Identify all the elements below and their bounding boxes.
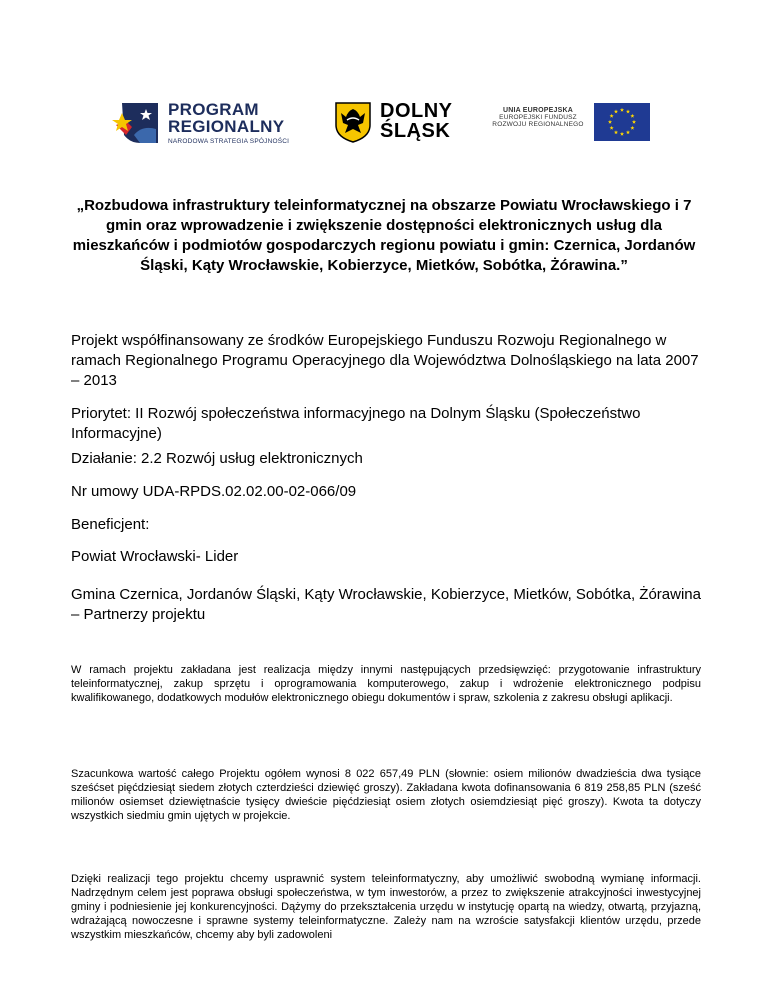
efrr-label-line1: EUROPEJSKI FUNDUSZ	[499, 114, 577, 121]
narodowa-strategia-label: NARODOWA STRATEGIA SPÓJNOŚCI	[168, 138, 290, 145]
contract-number: Nr umowy UDA-RPDS.02.02.00-02-066/09	[71, 483, 357, 500]
leader-paragraph: Powiat Wrocławski- Lider	[71, 548, 239, 565]
dolny-slask-logo	[334, 101, 464, 145]
regionalny-label: REGIONALNY	[168, 117, 285, 136]
cofinancing-paragraph: Projekt współfinansowany ze środków Europejskiego Funduszu Rozwoju Regionalnego w ramach Regionalnego Programu Operacyjnego dla Województwa Dolnośląskiego na lata 2007 – 2013	[71, 332, 699, 389]
dolny-label: DOLNY	[380, 100, 453, 122]
slask-label: ŚLĄSK	[380, 120, 451, 142]
goals-paragraph: Dzięki realizacji tego projektu chcemy usprawnić system teleinformatyczny, aby umożliwić swobodną wymianę informacji. Nadrzędnym celem jest poprawa obsługi społeczeństwa, w tym inwestorów, a przez to zwiększenie atrakcyjności inwestycyjnej gminy i podniesienie jej konkurencyjności. Dążymy do przekształcenia urzędu w instytucję opartą na wiedzy, otwartą, przyjazną, wdrażającą nowoczesne i sprawne systemy teleinformatyczne. Zależy nam na wzroście satysfakcji klientów urzędu, przede wszystkim mieszkańców, chcemy aby byli zadowoleni	[71, 873, 701, 941]
action-paragraph: Działanie: 2.2 Rozwój usług elektronicznych	[71, 450, 363, 467]
value-paragraph: Szacunkowa wartość całego Projektu ogółem wynosi 8 022 657,49 PLN (słownie: osiem milionów dwadzieścia dwa tysiące sześćset pięćdziesiąt siedem złotych czterdzieści dziewięć groszy). Zakładana kwota dofinansowania 6 819 258,85 PLN (sześć milionów osiemset dziewiętnaście tysięcy dwieście pięćdziesiąt osiem złotych osiemdziesiąt pięć groszy). Kwota ta dotyczy wszystkich siedmiu gmin ujętych w projekcie.	[71, 768, 701, 822]
project-title: „Rozbudowa infrastruktury teleinformatycznej na obszarze Powiatu Wrocławskiego i 7 gmin oraz wprowadzenie i zwiększenie dostępności elektronicznych usług dla mieszkańców i podmiotów gospodarczych regionu powiatu i gmin: Czernica, Jordanów Śląski, Kąty Wrocławskie, Kobierzyce, Mietków, Sobótka, Żórawina.”	[72, 197, 696, 274]
program-regionalny-logo	[112, 95, 312, 151]
program-regionalny-emblem-icon	[112, 95, 166, 151]
partners-paragraph: Gmina Czernica, Jordanów Śląski, Kąty Wrocławskie, Kobierzyce, Mietków, Sobótka, Żórawina – Partnerzy projektu	[71, 586, 701, 623]
efrr-label-line2: ROZWOJU REGIONALNEGO	[492, 121, 584, 128]
unia-europejska-label: UNIA EUROPEJSKA	[502, 107, 574, 114]
dolny-slask-eagle-icon	[334, 101, 372, 143]
eu-flag-icon	[594, 103, 650, 141]
beneficiary-label: Beneficjent:	[71, 516, 150, 533]
scope-paragraph: W ramach projektu zakładana jest realizacja między innymi następujących przedsięwzięć: przygotowanie infrastruktury teleinformatycznej, zakup sprzętu i oprogramowania komputerowego, zakup i wdrożenie elektronicznego podpisu kwalifikowanego, dodatkowych modułów elektronicznego obiegu dokumentów i spraw, szkolenia z zakresu obsługi aplikacji.	[71, 664, 701, 704]
unia-europejska-logo	[488, 103, 658, 143]
logo-bar	[0, 95, 768, 155]
priority-paragraph: Priorytet: II Rozwój społeczeństwa informacyjnego na Dolnym Śląsku (Społeczeństwo Informacyjne)	[71, 405, 641, 442]
program-label: PROGRAM	[168, 100, 259, 119]
